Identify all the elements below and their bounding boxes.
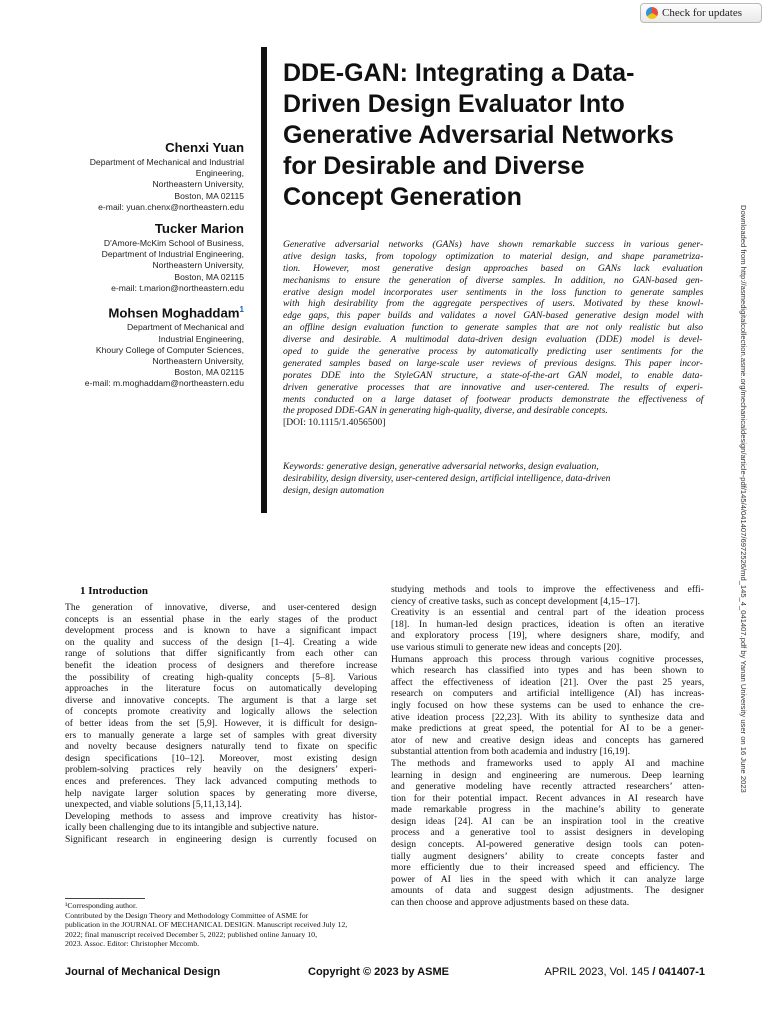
- abstract-line: porates DDE into the StyleGAN structure, a state-of-the-art GAN model, to enable data-: [283, 369, 703, 381]
- body-line: tially augment designers’ ability to create concepts faster and: [391, 850, 704, 862]
- title-line: Generative Adversarial Networks: [283, 121, 674, 149]
- body-line: Developing methods to assess and improve creativity has histor-: [65, 810, 377, 822]
- body-line: diverse and innovative concepts. The argument is that a large set: [65, 694, 377, 706]
- author-affiliation-line: Khoury College of Computer Sciences,: [95, 344, 244, 355]
- body-line: Creativity is an essential and central part of the ideation process: [391, 607, 704, 619]
- footnote-line: 2023. Assoc. Editor: Christopher Mccomb.: [65, 939, 200, 949]
- download-note-text: Downloaded from http://asmedigitalcollection.asme.org/mechanicaldesign/article-pdf/145/4/041407/6972526/md_145_4_041407.pdf by Yanan University user on 16 June 2023: [739, 205, 748, 793]
- body-line: approaches in the literature focus on automatically developing: [65, 683, 377, 695]
- footer-article-number: 041407-1: [658, 966, 705, 978]
- author-name-text: Mohsen Moghaddam: [108, 305, 240, 321]
- author-affiliation-line: Northeastern University,: [152, 260, 244, 271]
- section-heading: 1 Introduction: [80, 585, 148, 597]
- check-for-updates-button[interactable]: [640, 3, 762, 23]
- footer-issue-text: APRIL 2023, Vol. 145: [544, 966, 650, 978]
- author-name: [80, 221, 244, 237]
- body-line: learning in design and engineering are numerous. Deep learning: [391, 769, 704, 781]
- abstract-line: the proposed DDE-GAN in generating high-quality, diverse, and desirable concepts.: [283, 405, 608, 417]
- title-line: DDE-GAN: Integrating a Data-: [283, 59, 635, 87]
- body-line: of concepts promote creativity and logically allows the selection: [65, 706, 377, 718]
- body-line: design specifications [10–12]. Moreover, most existing design: [65, 752, 377, 764]
- author-affiliation-line: Boston, MA 02115: [174, 190, 244, 201]
- body-line: Significant research in engineering design is currently focused on: [65, 833, 377, 845]
- body-line: power of AI lies in the speed with which it can analyze large: [391, 873, 704, 885]
- footnotes: [65, 901, 377, 949]
- abstract-line: tion. However, most generative design approaches based on GANs lack evaluation: [283, 262, 703, 274]
- abstract-line: ative design tasks, from topology optimization to material design, and shape parametriza-: [283, 250, 704, 262]
- author-email[interactable]: e-mail: yuan.chenx@northeastern.edu: [98, 201, 244, 212]
- title-line: for Desirable and Diverse: [283, 152, 585, 180]
- download-note: [738, 205, 750, 815]
- body-line: and exploratory process [19], where designers share, modify, and: [391, 630, 704, 642]
- abstract: [283, 239, 703, 429]
- body-line: amounts of data and suggest design adjustments. The designer: [391, 885, 704, 897]
- author-affiliation-line: Industrial Engineering,: [158, 333, 244, 344]
- body-column-right: [391, 584, 704, 909]
- author-block: [80, 302, 244, 390]
- keywords: [283, 461, 703, 497]
- author-name-text: Chenxi Yuan: [165, 140, 244, 155]
- paper-title: [283, 58, 713, 213]
- body-line: made remarkable progress in the machine’s ability to generate: [391, 804, 704, 816]
- body-line: problem-solving practices rely heavily on the designers’ experi-: [65, 764, 377, 776]
- author-email[interactable]: e-mail: m.moghaddam@northeastern.edu: [84, 378, 244, 389]
- body-line: ers to manually generate a large set of samples with great diversity: [65, 729, 377, 741]
- body-line: development process and is known to have a significant impact: [65, 625, 377, 637]
- author-block: [80, 221, 244, 294]
- body-line: concepts is an essential phase in the early stages of the product: [65, 613, 377, 625]
- body-line: research on computers and artificial intelligence (AI) has increas-: [391, 688, 704, 700]
- body-line: design concepts. AI-powered generative design tools can poten-: [391, 839, 704, 851]
- abstract-line: diverse and desirable. A multimodal data-driven design evaluation (DDE) model is devel-: [283, 334, 703, 346]
- author-affiliation-line: Boston, MA 02115: [174, 271, 244, 282]
- body-line: help navigate larger solution spaces by generating more diverse,: [65, 787, 377, 799]
- footnote-line: ¹Corresponding author.: [65, 901, 138, 910]
- abstract-line: Generative adversarial networks (GANs) have shown remarkable success in various gener-: [283, 239, 704, 250]
- abstract-line: generated samples based on large-scale user reviews of previous designs. This paper incor-: [283, 357, 703, 369]
- body-line: ator of new and creative design ideas and concepts has garnered: [391, 734, 704, 746]
- body-line: more efficiently due to their increased speed and efficiency. The: [391, 862, 704, 874]
- body-line: make predictions at great speed, the potential for AI to be a gener-: [391, 723, 704, 735]
- footnote-line: 2022; final manuscript received December 5, 2022; published online January 10,: [65, 929, 318, 939]
- check-for-updates-label: Check for updates: [662, 7, 743, 19]
- title-line: Concept Generation: [283, 183, 522, 211]
- footer-separator: /: [649, 966, 659, 978]
- body-line: ciency of creative tasks, such as concept development [4,15–17].: [391, 595, 641, 607]
- body-line: range of solutions that differ significantly from each other can: [65, 648, 377, 660]
- author-affiliation-line: Northeastern University,: [152, 356, 244, 367]
- body-line: of better ideas from the set [5,9]. However, it is difficult for design-: [65, 717, 377, 729]
- author-name: [80, 302, 244, 321]
- author-block: [80, 140, 244, 213]
- body-line: and novelty because designers naturally tend to fixate on specific: [65, 741, 377, 753]
- body-line: design ideas [24]. AI can be an inspiration tool in the creative: [391, 815, 704, 827]
- body-line: on the quality and success of the design [1–4]. Creating a wide: [65, 636, 377, 648]
- body-line: ically been challenging due to its intangible and subjective nature.: [65, 822, 319, 834]
- keywords-line: Keywords: generative design, generative adversarial networks, design evaluation,: [283, 461, 599, 472]
- author-list: [80, 140, 244, 398]
- author-affiliation-line: Department of Mechanical and Industrial: [89, 157, 244, 167]
- crossmark-icon: [646, 7, 658, 19]
- body-line: use various stimuli to generate new ideas and concepts [20].: [391, 641, 622, 653]
- body-line: which research has classified into types and has been shown to: [391, 665, 704, 677]
- author-affiliation-line: Department of Mechanical and: [126, 322, 244, 333]
- page-footer: [65, 966, 705, 982]
- body-line: ences and preferences. They lack advanced computing methods to: [65, 775, 377, 787]
- body-line: ative ideation process [22,23]. With its ability to synthesize data and: [391, 711, 704, 723]
- abstract-line: erative design model incorporates user sentiments in the loss function to generate samples: [283, 286, 704, 298]
- author-name-text: Tucker Marion: [154, 221, 244, 237]
- title-line: Driven Design Evaluator Into: [283, 90, 625, 118]
- body-line: and generative modeling have recently attracted researchers’ atten-: [391, 781, 704, 793]
- footnote-line: Contributed by the Design Theory and Methodology Committee of ASME for: [65, 910, 309, 920]
- body-line: The generation of innovative, diverse, and user-centered design: [65, 602, 377, 613]
- body-column-left: [65, 584, 377, 845]
- abstract-line: driven generative processes that are innovative and user-centered. The results of experi-: [283, 381, 703, 393]
- body-line: tion for their potential impact. Recent advances in AI research have: [391, 792, 704, 804]
- body-line: can then choose and approve adjustments based on these data.: [391, 897, 630, 909]
- corresponding-author-mark[interactable]: 1: [239, 305, 244, 315]
- abstract-line: with high desirability from the aggregate perspectives of users. Motivated by these knowl-: [283, 298, 704, 310]
- abstract-line: edge gaps, this paper builds and validates a novel GAN-based generative design model with: [283, 310, 704, 322]
- author-name: [80, 140, 244, 156]
- body-line: the possibility of creating high-quality concepts [5–8]. Various: [65, 671, 377, 683]
- abstract-line: ments conducted on a large dataset of footwear products demonstrate the effectiveness of: [283, 393, 704, 405]
- body-line: ingly focused on how these systems can be used to enhance the cre-: [391, 699, 704, 711]
- abstract-line: oped to guide the generative process by automatically predicting user sentiments for the: [283, 346, 704, 358]
- body-line: substantial attention from both academia and industry [16,19].: [391, 746, 630, 758]
- footer-issue: [545, 966, 705, 978]
- footer-copyright: Copyright © 2023 by ASME: [308, 966, 449, 978]
- doi[interactable]: [DOI: 10.1115/1.4056500]: [283, 417, 386, 429]
- author-affiliation-line: Northeastern University,: [152, 179, 244, 190]
- author-affiliation-line: Engineering,: [195, 168, 244, 179]
- body-line: studying methods and tools to improve the effectiveness and effi-: [391, 584, 704, 595]
- footnote-line: publication in the JOURNAL OF MECHANICAL DESIGN. Manuscript received July 12,: [65, 920, 348, 930]
- keywords-line: desirability, design diversity, user-centered design, artificial intelligence, data-driven: [283, 472, 611, 484]
- body-line: unexpected, and viable solutions [5,11,13,14].: [65, 799, 242, 811]
- body-line: process and a generative tool to assist designers in developing: [391, 827, 704, 839]
- abstract-line: an offline design evaluation function to generate samples that are not only realistic but also: [283, 322, 704, 334]
- body-line: affect the effectiveness of ideation [21]. Over the past 25 years,: [391, 676, 704, 688]
- author-affiliation-line: Boston, MA 02115: [174, 367, 244, 378]
- footnote-divider: [65, 898, 145, 899]
- author-affiliation-line: D'Amore-McKim School of Business,: [103, 238, 244, 249]
- body-line: The methods and frameworks used to apply AI and machine: [391, 757, 704, 769]
- author-affiliation-line: Department of Industrial Engineering,: [101, 249, 244, 260]
- author-email[interactable]: e-mail: t.marion@northeastern.edu: [111, 282, 244, 293]
- abstract-line: mechanisms to ensure the generation of diverse samples. In addition, no GAN-based gen-: [283, 274, 703, 286]
- keywords-line: design, design automation: [283, 484, 384, 496]
- body-line: Humans approach this process through various cognitive processes,: [391, 653, 704, 665]
- footer-journal: Journal of Mechanical Design: [65, 966, 221, 978]
- body-line: benefit the ideation process of designers and therefore increase: [65, 659, 377, 671]
- body-line: [18]. In human-led design practices, ideation is often an iterative: [391, 618, 704, 630]
- title-divider: [261, 47, 267, 513]
